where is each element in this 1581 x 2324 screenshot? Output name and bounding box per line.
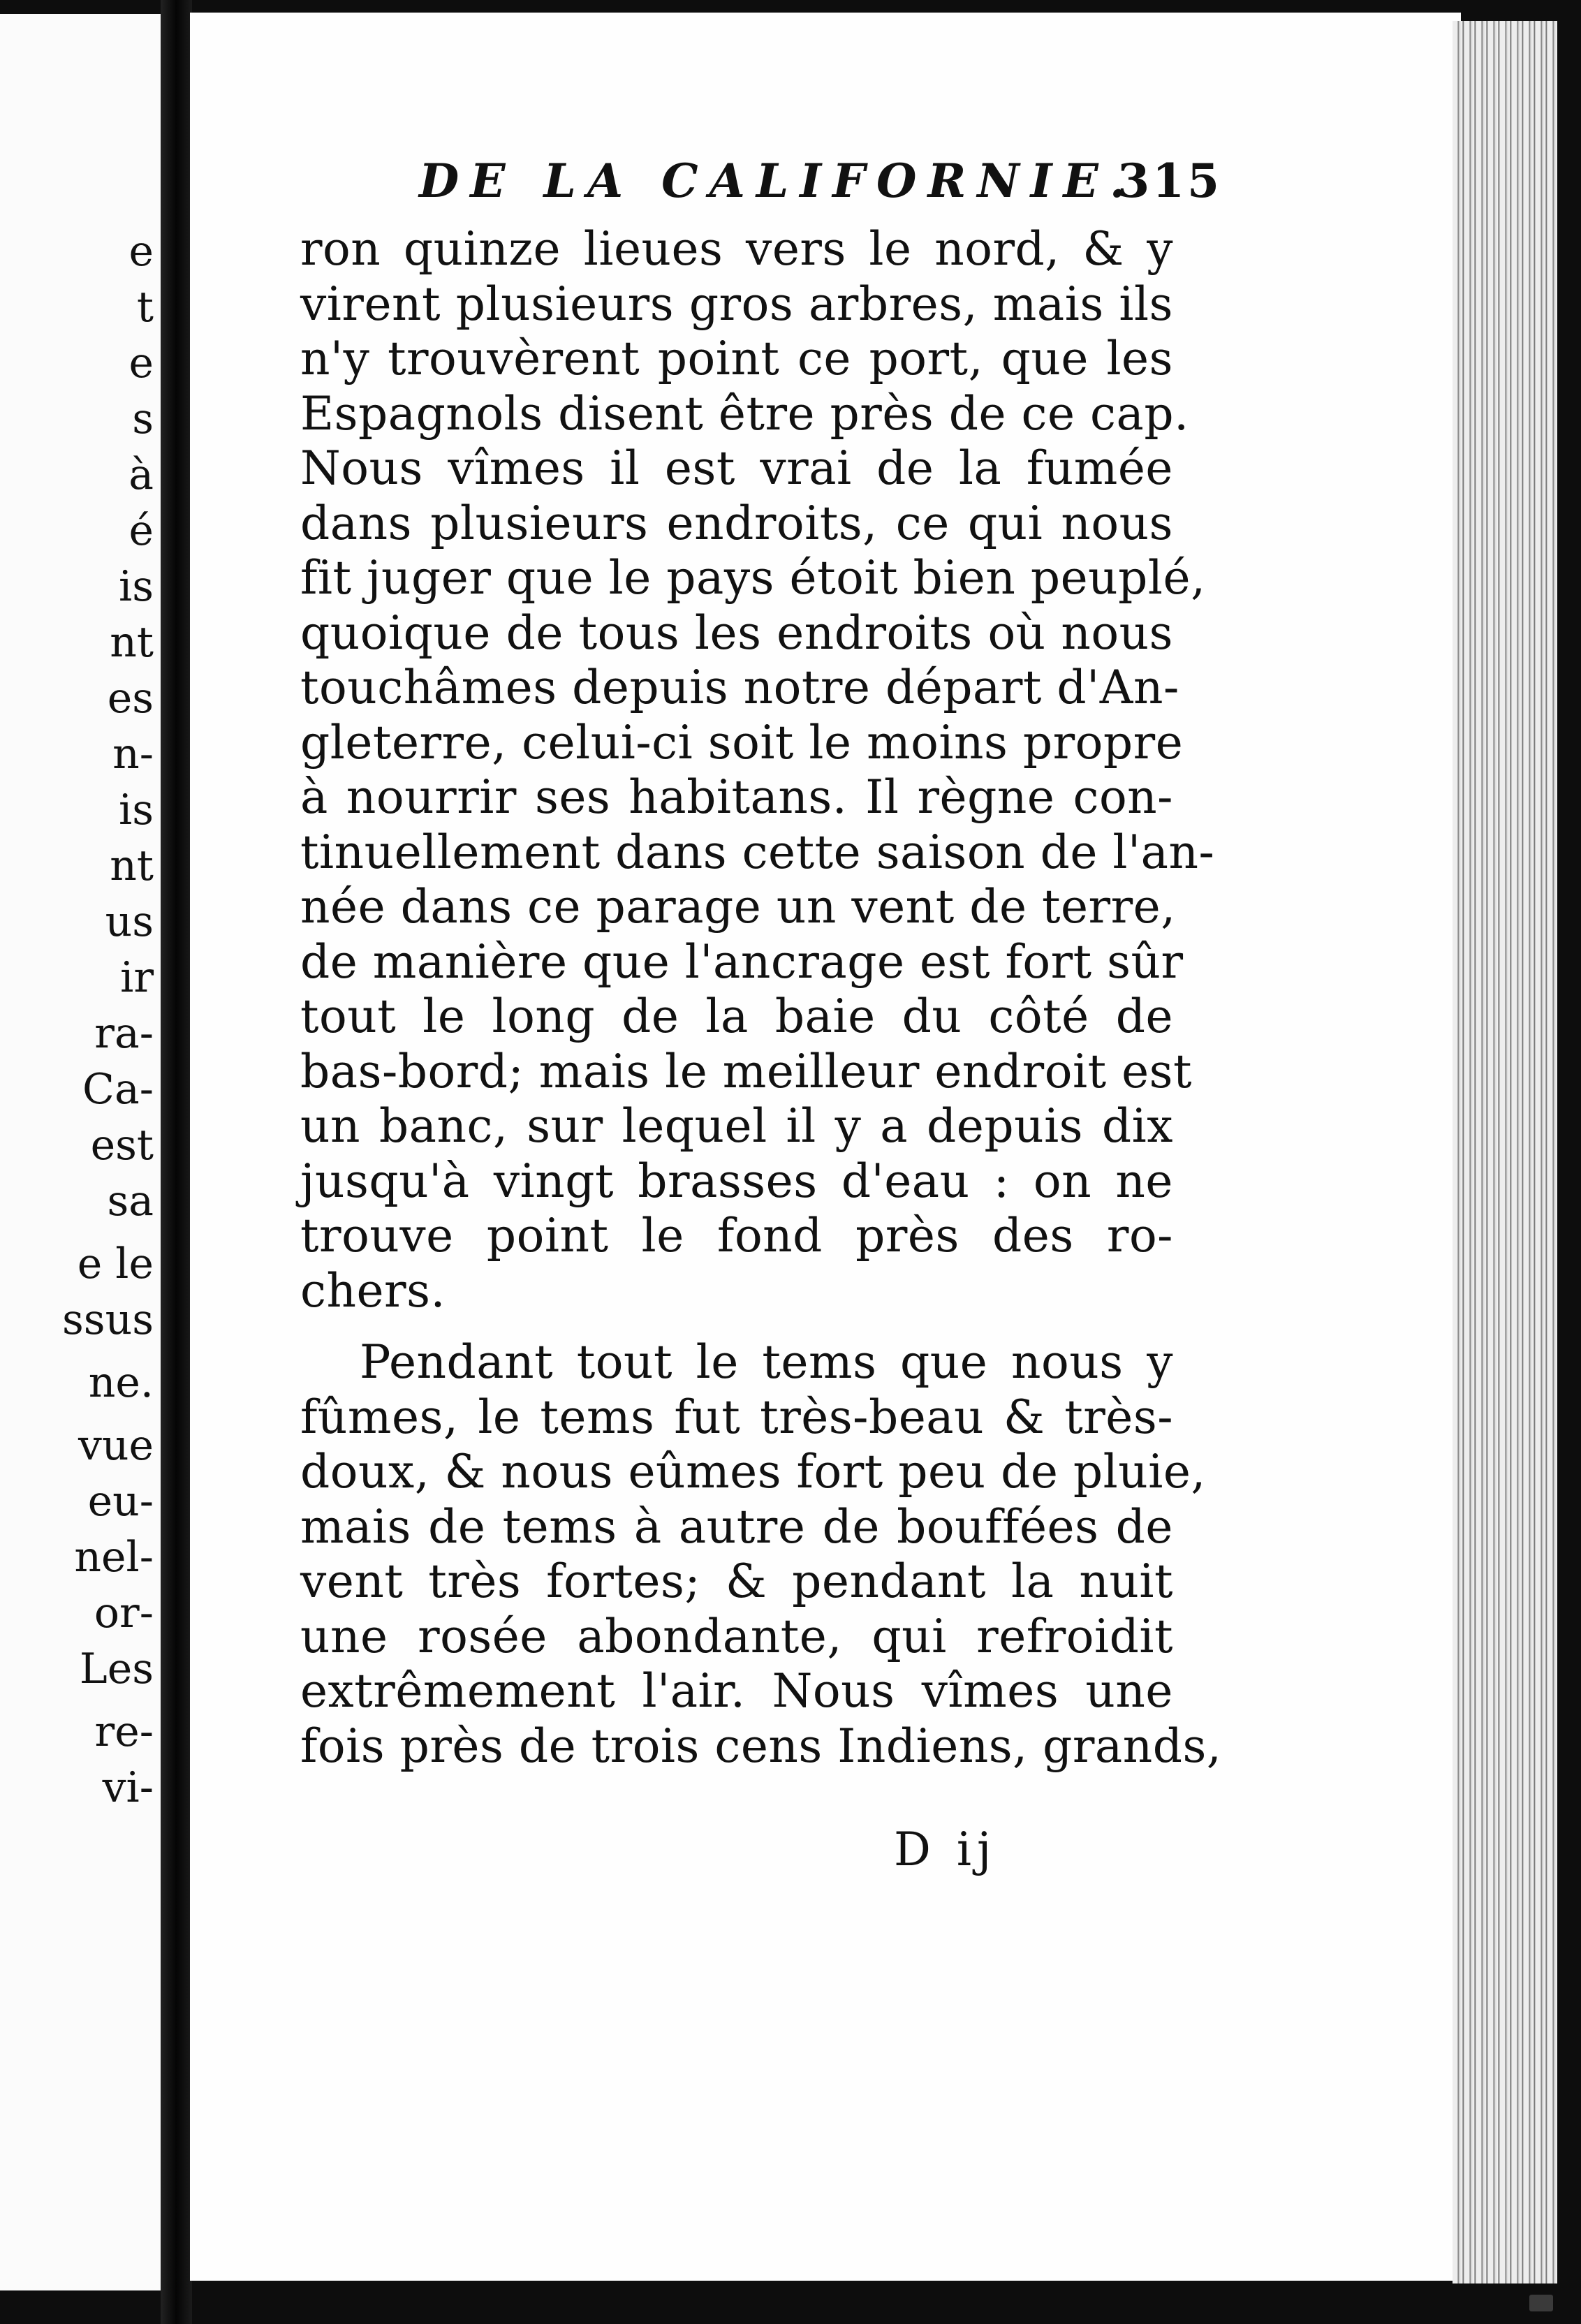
left-page-fragment: eu-	[87, 1477, 154, 1526]
text-line: de manière que l'ancrage est fort sûr	[300, 934, 1184, 989]
left-page-fragment: vi-	[102, 1763, 154, 1812]
left-page-fragment: ssus	[61, 1295, 154, 1344]
left-page-fragment: nt	[110, 618, 154, 667]
text-line: fois près de trois cens Indiens, grands,	[300, 1719, 1222, 1773]
left-page-fragment: sa	[107, 1177, 154, 1226]
text-line: tout le long de la baie du côté de	[300, 990, 1173, 1043]
left-page-fragment: es	[107, 674, 154, 723]
left-page-edge	[0, 14, 161, 2290]
text-line: fit juger que le pays étoit bien peuplé,	[300, 551, 1206, 605]
left-page-fragment: à	[128, 450, 154, 499]
left-page-fragment: é	[128, 506, 154, 555]
text-line: Espagnols disent être près de ce cap.	[300, 386, 1189, 441]
text-line: fûmes, le tems fut très-beau & très-	[300, 1390, 1173, 1444]
body-text	[300, 222, 1222, 1774]
paragraph-gap	[300, 1318, 1173, 1335]
text-line: n'y trouvèrent point ce port, que les	[300, 332, 1173, 385]
text-line: gleterre, celui-ci soit le moins propre	[300, 715, 1184, 770]
running-header	[419, 154, 1222, 216]
text-line: vent très fortes; & pendant la nuit	[300, 1554, 1173, 1608]
text-line: jusqu'à vingt brasses d'eau : on ne	[300, 1154, 1173, 1208]
left-page-fragment: is	[119, 562, 154, 611]
left-page-fragment: Ca-	[82, 1065, 154, 1114]
left-page-fragment: re-	[94, 1707, 154, 1756]
text-line: chers.	[300, 1263, 446, 1318]
paragraph-first-line: Pendant tout le tems que nous y	[360, 1335, 1173, 1389]
running-header-title: DE LA CALIFORNIE.	[419, 154, 1137, 208]
left-page-fragment: us	[105, 897, 154, 946]
text-line: Nous vîmes il est vrai de la fumée	[300, 441, 1173, 495]
text-line: ron quinze lieues vers le nord, & y	[300, 222, 1173, 276]
left-page-fragment: nt	[110, 841, 154, 890]
text-line: un banc, sur lequel il y a depuis dix	[300, 1099, 1173, 1153]
text-line: bas-bord; mais le meilleur endroit est	[300, 1044, 1193, 1098]
left-page-fragment: Les	[79, 1645, 154, 1693]
left-page-fragment: t	[136, 283, 154, 332]
text-line: doux, & nous eûmes fort peu de pluie,	[300, 1445, 1206, 1499]
text-line: trouve point le fond près des ro-	[300, 1209, 1173, 1263]
book-gutter	[161, 0, 192, 2324]
left-page-fragment: e	[128, 339, 154, 388]
left-page-fragment: ne.	[88, 1358, 154, 1407]
left-page-fragment: s	[132, 395, 154, 443]
text-line: mais de tems à autre de bouffées de	[300, 1499, 1173, 1554]
left-page-fragment: ir	[120, 953, 154, 1002]
left-page-fragment: n-	[112, 730, 154, 779]
text-line: quoique de tous les endroits où nous	[300, 605, 1173, 660]
left-page-fragment: is	[119, 786, 154, 834]
left-page-fragment: ra-	[94, 1009, 154, 1058]
page-number: 315	[1117, 154, 1222, 208]
text-line: née dans ce parage un vent de terre,	[300, 880, 1176, 934]
text-line: touchâmes depuis notre départ d'An-	[300, 661, 1179, 714]
left-page-fragment: est	[90, 1121, 154, 1170]
text-line: tinuellement dans cette saison de l'an-	[300, 825, 1215, 879]
left-page-fragment: nel-	[74, 1533, 154, 1582]
signature-mark: D ij	[894, 1823, 997, 1876]
left-page-fragment: e le	[77, 1240, 154, 1288]
library-stamp	[1529, 2295, 1553, 2311]
page-edges	[1453, 21, 1557, 2283]
left-page-fragment: vue	[78, 1421, 154, 1470]
text-line: une rosée abondante, qui refroidit	[300, 1609, 1173, 1663]
text-line: extrêmement l'air. Nous vîmes une	[300, 1664, 1173, 1718]
text-line: dans plusieurs endroits, ce qui nous	[300, 496, 1173, 550]
text-line: à nourrir ses habitans. Il règne con-	[300, 770, 1173, 824]
text-line: virent plusieurs gros arbres, mais ils	[300, 277, 1173, 331]
left-page-fragment: or-	[94, 1589, 154, 1638]
left-page-fragment: e	[128, 227, 154, 276]
